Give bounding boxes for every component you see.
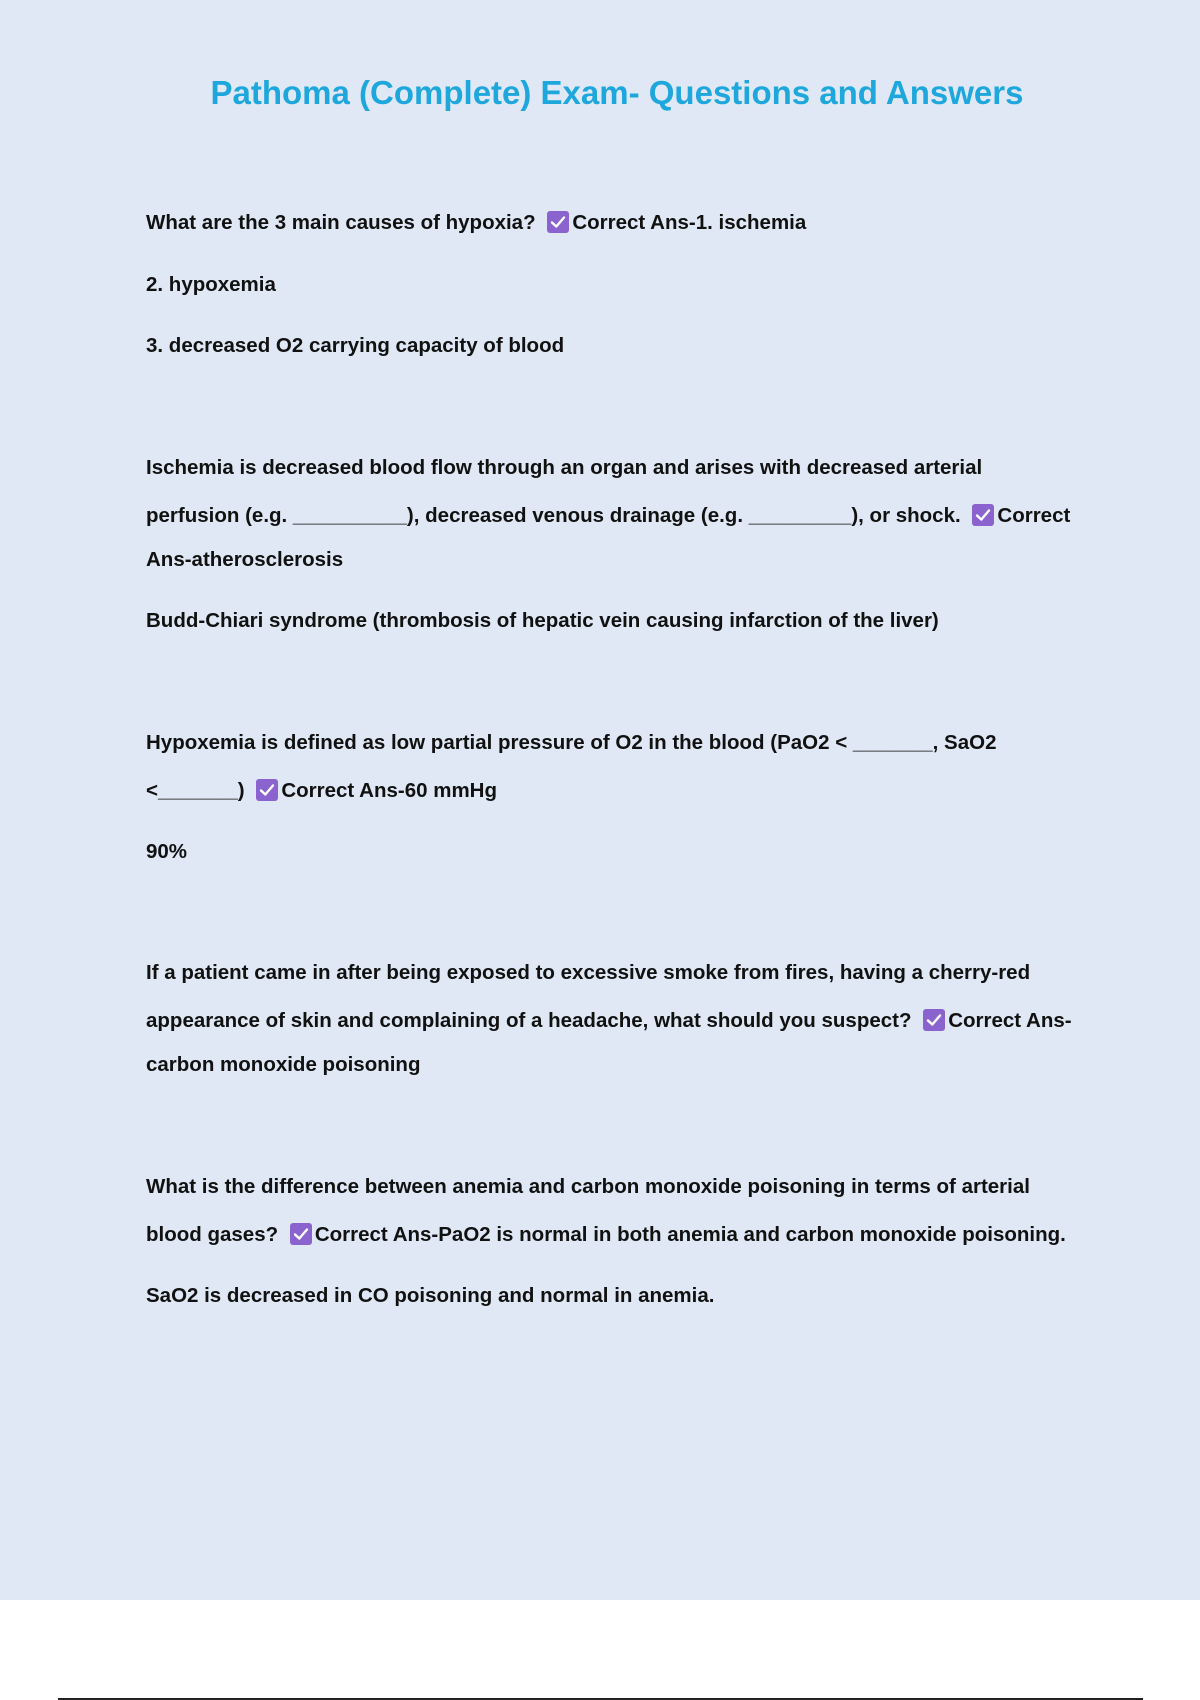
- checkbox-checked-icon: [923, 1009, 945, 1031]
- checkbox-checked-icon: [547, 211, 569, 233]
- question-text: perfusion (e.g. __________), decreased venous drainage (e.g. _________), or shock.: [146, 504, 961, 527]
- answer-text: 1. ischemia: [695, 211, 807, 234]
- answer-text: Correct Ans-60 mmHg: [281, 779, 497, 802]
- checkbox-checked-icon: [256, 779, 278, 801]
- qa-2-extra-1: Budd-Chiari syndrome (thrombosis of hepatic vein causing infarction of the liver): [146, 609, 939, 632]
- qa-2-answer: Ans-atherosclerosis: [146, 548, 344, 571]
- answer-label: Correct Ans-: [572, 211, 696, 234]
- qa-5-question-line-1: What is the difference between anemia and carbon monoxide poisoning in terms of arterial: [146, 1175, 1030, 1198]
- answer-label: Correct Ans-: [948, 1009, 1072, 1032]
- question-text: blood gases?: [146, 1223, 279, 1246]
- qa-3-question-line-2: [146, 778, 497, 804]
- qa-4-question-line-2: [146, 1008, 1072, 1034]
- qa-4-answer: carbon monoxide poisoning: [146, 1053, 421, 1076]
- qa-5-question-line-2: [146, 1222, 1066, 1248]
- qa-1-extra-2: 3. decreased O2 carrying capacity of blood: [146, 334, 565, 357]
- qa-2-question-line-1: Ischemia is decreased blood flow through an organ and arises with decreased arterial: [146, 456, 983, 479]
- qa-3-extra-1: 90%: [146, 840, 188, 863]
- qa-5-extra-1: SaO2 is decreased in CO poisoning and normal in anemia.: [146, 1284, 715, 1307]
- qa-1-extra-1: 2. hypoxemia: [146, 273, 276, 296]
- page-title: Pathoma (Complete) Exam- Questions and Answers: [210, 74, 1024, 111]
- answer-label: Correct: [997, 504, 1071, 527]
- qa-2-question-line-2: [146, 503, 1070, 529]
- answer-text: Correct Ans-PaO2 is normal in both anemia and carbon monoxide poisoning.: [314, 1223, 1066, 1246]
- question-text: <_______): [146, 779, 245, 802]
- qa-1-line-1: [146, 210, 806, 236]
- question-text: What are the 3 main causes of hypoxia?: [146, 211, 536, 234]
- checkbox-checked-icon: [972, 504, 994, 526]
- question-text: appearance of skin and complaining of a headache, what should you suspect?: [146, 1009, 912, 1032]
- qa-4-question-line-1: If a patient came in after being exposed to excessive smoke from fires, having a cherry-red: [146, 961, 1031, 984]
- checkbox-checked-icon: [290, 1223, 312, 1245]
- qa-3-question-line-1: Hypoxemia is defined as low partial pressure of O2 in the blood (PaO2 < _______, SaO2: [146, 731, 997, 754]
